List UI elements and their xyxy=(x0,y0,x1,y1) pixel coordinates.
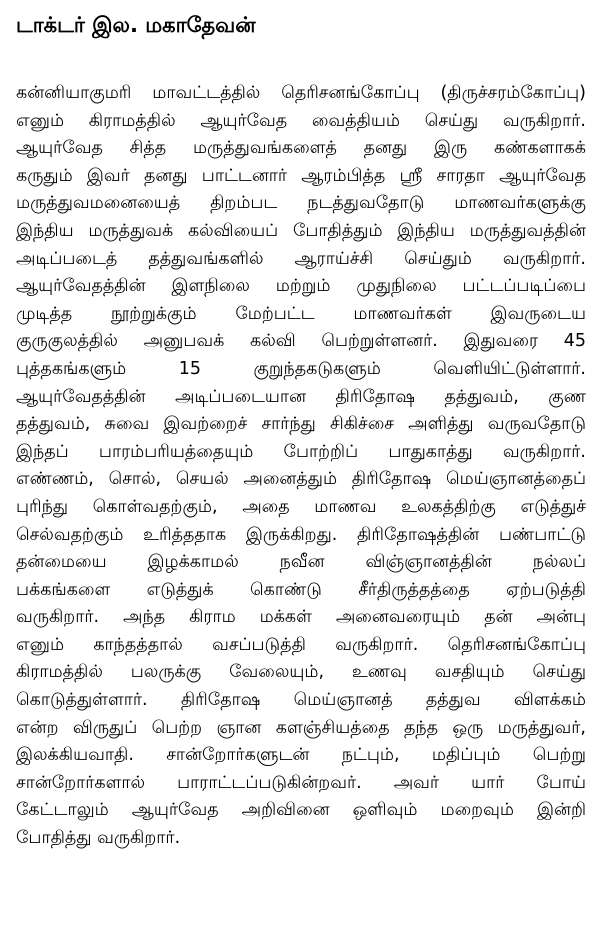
text-line: ஆயுர்வேத சித்த மருத்துவங்களைத் தனது இரு கண்களாகக் xyxy=(16,138,586,159)
text-line: தன்மையை இழக்காமல் நவீன விஞ்ஞானத்தின் நல்லப் xyxy=(16,552,586,573)
text-line: இலக்கியவாதி. சான்றோர்களுடன் நட்பும், மதிப்பும் பெற்று xyxy=(16,745,586,766)
text-line: புத்தகங்களும் 15 குறுந்தகடுகளும் வெளியிட்டுள்ளார். xyxy=(16,358,586,379)
text-line: இந்தப் பாரம்பரியத்தையும் போற்றிப் பாதுகாத்து வருகிறார். xyxy=(16,441,586,462)
text-line: பக்கங்களை எடுத்துக் கொண்டு சீர்திருத்தத்தை ஏற்படுத்தி xyxy=(16,579,586,600)
text-line: தத்துவம், சுவை இவற்றைச் சார்ந்து சிகிச்சை அளித்து வருவதோடு xyxy=(16,414,586,435)
page-title: டாக்டர் இல. மகாதேவன் xyxy=(16,13,256,37)
text-line: எனும் காந்தத்தால் வசப்படுத்தி வருகிறார். தெரிசனங்கோப்பு xyxy=(16,634,586,655)
text-line: முடித்த நூற்றுக்கும் மேற்பட்ட மாணவர்கள் இவருடைய xyxy=(16,303,586,324)
text-line: கருதும் இவர் தனது பாட்டனார் ஆரம்பித்த ஸ்ரீ சாரதா ஆயுர்வேத xyxy=(16,165,586,186)
text-line: கேட்டாலும் ஆயுர்வேத அறிவினை ஒளிவும் மறைவும் இன்றி xyxy=(16,800,586,821)
text-line: சான்றோர்களால் பாராட்டப்படுகின்றவர். அவர் யார் போய் xyxy=(16,772,586,793)
text-line: கிராமத்தில் பலருக்கு வேலையும், உணவு வசதியும் செய்து xyxy=(16,662,586,683)
biography-paragraph xyxy=(16,80,586,853)
text-line: அடிப்படைத் தத்துவங்களில் ஆராய்ச்சி செய்தும் வருகிறார். xyxy=(16,248,586,269)
text-line: குருகுலத்தில் அனுபவக் கல்வி பெற்றுள்ளனர். இதுவரை 45 xyxy=(16,331,586,352)
text-line: போதித்து வருகிறார். xyxy=(16,828,181,849)
text-line: எனும் கிராமத்தில் ஆயுர்வேத வைத்தியம் செய்து வருகிறார். xyxy=(16,110,586,131)
text-line: எண்ணம், சொல், செயல் அனைத்தும் திரிதோஷ மெய்ஞானத்தைப் xyxy=(16,469,586,490)
text-line: ஆயுர்வேதத்தின் அடிப்படையான திரிதோஷ தத்துவம், குண xyxy=(16,386,586,407)
text-line: என்ற விருதுப் பெற்ற ஞான களஞ்சியத்தை தந்த ஒரு மருத்துவர், xyxy=(16,717,586,738)
text-line: மருத்துவமனையைத் திறம்பட நடத்துவதோடு மாணவர்களுக்கு xyxy=(16,193,586,214)
text-line: இந்திய மருத்துவக் கல்வியைப் போதித்தும் இந்திய மருத்துவத்தின் xyxy=(16,220,586,241)
text-line: ஆயுர்வேதத்தின் இளநிலை மற்றும் முதுநிலை பட்டப்படிப்பை xyxy=(16,276,586,297)
text-line: வருகிறார். அந்த கிராம மக்கள் அனைவரையும் தன் அன்பு xyxy=(16,607,586,628)
text-line: கொடுத்துள்ளார். திரிதோஷ மெய்ஞானத் தத்துவ விளக்கம் xyxy=(16,690,586,711)
text-line: புரிந்து கொள்வதற்கும், அதை மாணவ உலகத்திற்கு எடுத்துச் xyxy=(16,496,586,517)
text-line: செல்வதற்கும் உரித்ததாக இருக்கிறது. திரிதோஷத்தின் பண்பாட்டு xyxy=(16,524,586,545)
text-line: கன்னியாகுமரி மாவட்டத்தில் தெரிசனங்கோப்பு (திருச்சரம்கோப்பு) xyxy=(16,83,586,103)
